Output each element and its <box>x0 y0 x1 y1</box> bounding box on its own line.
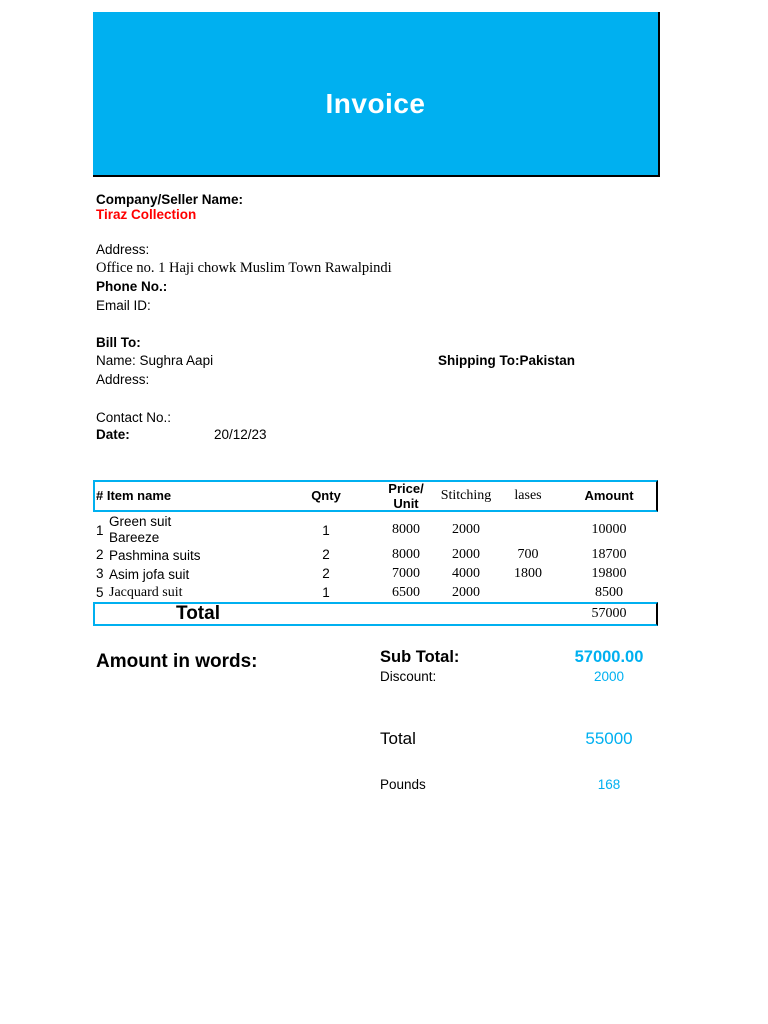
seller-address-label: Address: <box>96 242 150 257</box>
row-lases: 1800 <box>514 566 542 581</box>
row-lases: 700 <box>517 547 539 562</box>
row-price: 8000 <box>392 522 420 537</box>
col-header-lases: lases <box>514 488 542 503</box>
row-amount: 19800 <box>591 566 627 581</box>
seller-address-value: Office no. 1 Haji chowk Muslim Town Rawalpindi <box>96 260 392 276</box>
row-qnty: 1 <box>322 585 330 600</box>
bill-to-address-label: Address: <box>96 372 150 387</box>
table-total-value: 57000 <box>591 606 627 621</box>
row-num: 3 <box>96 566 104 581</box>
col-header-amount: Amount <box>584 488 634 503</box>
subtotal-value: 57000.00 <box>574 648 644 666</box>
pounds-value: 168 <box>597 777 621 792</box>
phone-label: Phone No.: <box>96 279 168 294</box>
discount-value: 2000 <box>593 669 625 684</box>
row-amount: 18700 <box>591 547 627 562</box>
bill-to-label: Bill To: <box>96 335 141 350</box>
row-stitching: 2000 <box>452 522 480 537</box>
company-label: Company/Seller Name: <box>96 192 244 207</box>
col-header-qnty: Qnty <box>311 488 341 503</box>
row-price: 7000 <box>392 566 420 581</box>
row-price: 8000 <box>392 547 420 562</box>
col-header-stitching: Stitching <box>440 488 492 503</box>
row-price: 6500 <box>392 585 420 600</box>
row-item-name-line2: Bareeze <box>109 530 160 545</box>
row-stitching: 4000 <box>452 566 480 581</box>
invoice-header-banner <box>93 12 660 177</box>
total-value: 55000 <box>585 729 633 748</box>
shipping-to: Shipping To:Pakistan <box>438 353 576 368</box>
invoice-title: Invoice <box>325 88 426 119</box>
subtotal-label: Sub Total: <box>380 648 460 666</box>
amount-in-words-label: Amount in words: <box>96 651 258 672</box>
row-item-name: Pashmina suits <box>109 548 201 563</box>
row-num: 5 <box>96 585 104 600</box>
col-header-price-line2: Unit <box>393 496 419 511</box>
row-qnty: 2 <box>322 547 330 562</box>
row-item-name: Green suit <box>109 514 172 529</box>
table-total-label: Total <box>176 603 220 624</box>
row-stitching: 2000 <box>452 585 480 600</box>
discount-label: Discount: <box>380 669 437 684</box>
email-label: Email ID: <box>96 298 151 313</box>
row-amount: 10000 <box>591 522 627 537</box>
date-label: Date: <box>96 427 130 442</box>
row-item-name: Jacquard suit <box>109 585 183 600</box>
company-name: Tiraz Collection <box>96 207 197 222</box>
row-amount: 8500 <box>595 585 623 600</box>
row-num: 2 <box>96 547 104 562</box>
col-header-item: # Item name <box>96 488 172 503</box>
bill-to-name: Name: Sughra Aapi <box>96 353 214 368</box>
pounds-label: Pounds <box>380 777 426 792</box>
table-header-box <box>93 480 658 512</box>
col-header-price-line1: Price/ <box>388 481 424 496</box>
total-label: Total <box>380 729 416 748</box>
row-stitching: 2000 <box>452 547 480 562</box>
date-value: 20/12/23 <box>214 427 267 442</box>
contact-label: Contact No.: <box>96 410 172 425</box>
row-qnty: 2 <box>322 566 330 581</box>
row-num: 1 <box>96 523 104 538</box>
row-qnty: 1 <box>322 523 330 538</box>
row-item-name: Asim jofa suit <box>109 567 190 582</box>
